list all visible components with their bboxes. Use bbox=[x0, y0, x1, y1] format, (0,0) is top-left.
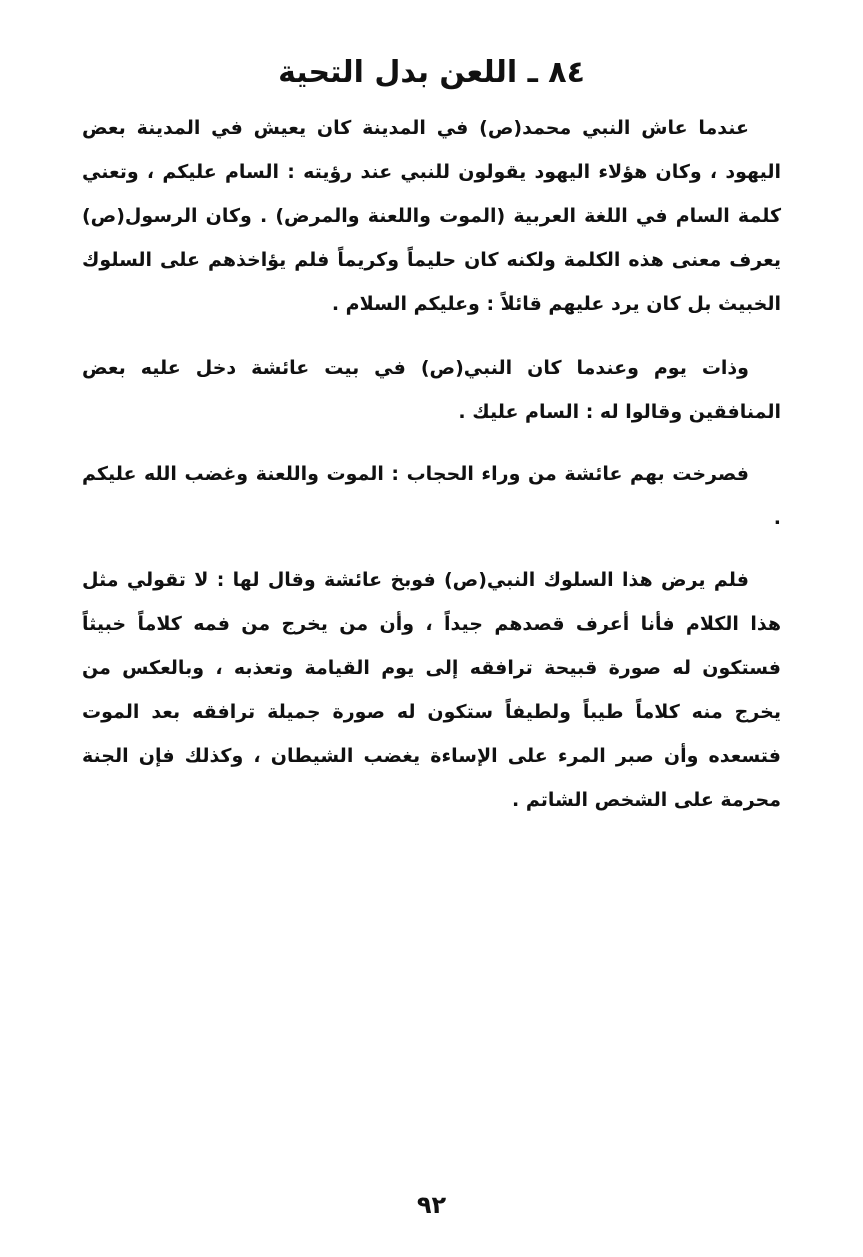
chapter-body bbox=[82, 106, 781, 842]
chapter-title: ٨٤ ـ اللعن بدل التحية bbox=[278, 55, 585, 90]
paragraph-2: وذات يوم وعندما كان النبي(ص) في بيت عائشة دخل عليه بعض المنافقين وقالوا له : السام عليك . bbox=[82, 357, 781, 423]
paragraph-1: عندما عاش النبي محمد(ص) في المدينة كان يعيش في المدينة بعض اليهود ، وكان هؤلاء اليهود يقولون للنبي عند رؤيته : السام عليكم ، وتعني كلمة السام في اللغة العربية (الموت واللعنة والمرض) . وكان الرسول(ص) يعرف معنى هذه الكلمة ولكنه كان حليماً وكريماً فلم يؤاخذهم على السلوك الخبيث بل كان يرد عليهم قائلاً : وعليكم السلام . bbox=[82, 117, 781, 315]
page-number: ٩٢ bbox=[416, 1191, 447, 1219]
paragraph-3: فصرخت بهم عائشة من وراء الحجاب : الموت واللعنة وغضب الله عليكم . bbox=[82, 463, 781, 529]
paragraph-4: فلم يرض هذا السلوك النبي(ص) فوبخ عائشة وقال لها : لا تقولي مثل هذا الكلام فأنا أعرف قصدهم جيداً ، وأن من يخرج من فمه كلاماً خبيثاً فستكون له صورة قبيحة ترافقه إلى يوم القيامة وتعذبه ، وبالعكس من يخرج منه كلاماً طيباً ولطيفاً ستكون له صورة جميلة ترافقه بعد الموت فتسعده وأن صبر المرء على الإساءة يغضب الشيطان ، وكذلك فإن الجنة محرمة على الشخص الشاتم . bbox=[82, 569, 781, 811]
